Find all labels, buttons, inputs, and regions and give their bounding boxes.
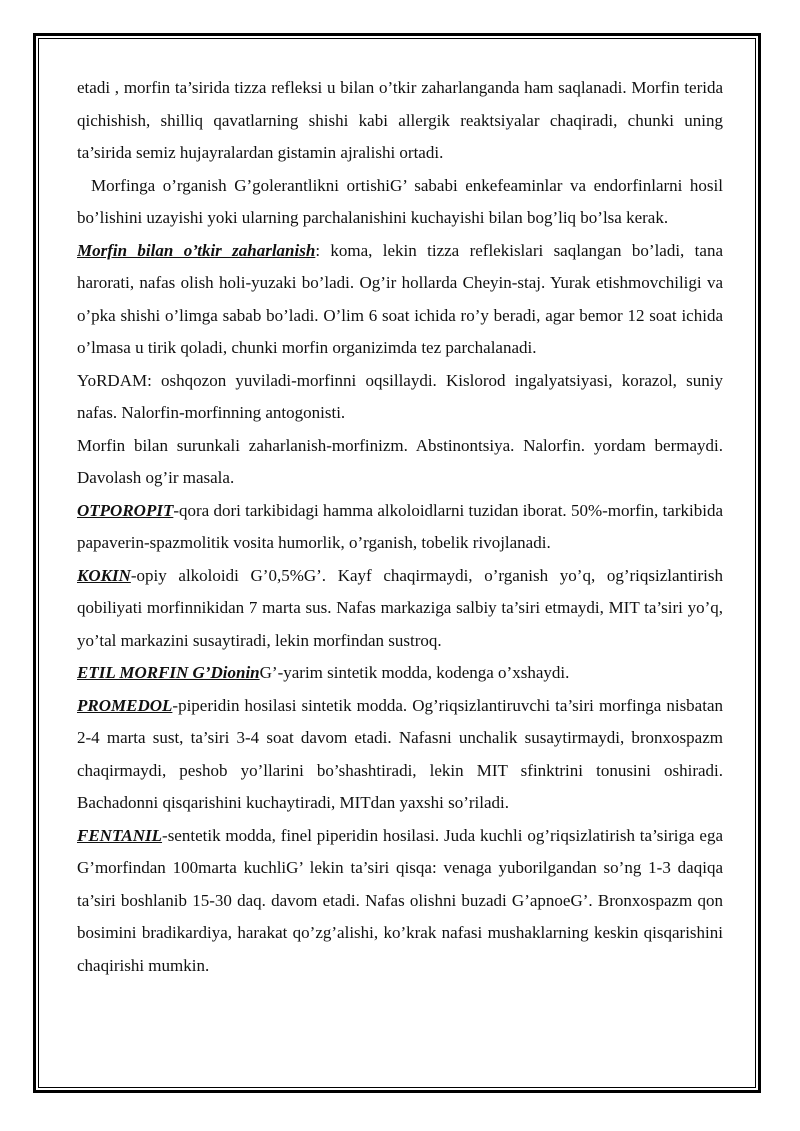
term-heading: FENTANIL [77, 825, 163, 845]
paragraph-first-aid [77, 365, 723, 430]
paragraph-text: G’-yarim sintetik modda, kodenga o’xshaydi. [259, 663, 570, 682]
paragraph-text: -piperidin hosilasi sintetik modda. Og’riqsizlantiruvchi ta’siri morfinga nisbatan 2-4 marta sust, ta’siri 3-4 soat davom etadi. Nafasni unchalik susaytirmaydi, bronxospazm chaqirmaydi, peshob yo’llarini bo’shashtiradi, lekin MIT sfinktrini tonusini oshiradi. Bachadonni qisqarishini kuchaytiradi, MITdan yaxshi so’riladi. [77, 695, 723, 812]
term-heading: Morfin bilan o’tkir zaharlanish [77, 240, 316, 260]
document-body [77, 72, 723, 1092]
term-heading: ETIL MORFIN G’Dionin [77, 663, 260, 682]
paragraph-acute-poisoning [77, 235, 723, 365]
paragraph-etil-morfin [77, 657, 723, 690]
paragraph-text: : koma, lekin tizza reflekislari saqlangan bo’ladi, tana harorati, nafas olish holi-yuzaki bo’ladi. Og’ir hollarda Cheyin-staj. Yurak etishmovchiligi va o’pka shishi o’limga sabab bo’ladi. O’lim 6 soat ichida ro’y beradi, agar bemor 12 soat ichida o’lmasa u tirik qoladi, chunki morfin organizimda tez parchalanadi. [77, 240, 723, 357]
paragraph-kokin [77, 560, 723, 658]
paragraph-promedol [77, 690, 723, 820]
paragraph-text: -qora dori tarkibidagi hamma alkoloidlarni tuzidan iborat. 50%-morfin, tarkibida papaverin-spazmolitik vosita humorlik, o’rganish, tobelik rivojlanadi. [77, 500, 723, 552]
paragraph-text: etadi , morfin ta’sirida tizza refleksi u bilan o’tkir zaharlanganda ham saqlanadi. Morfin terida qichishish, shilliq qavatlarning shishi kabi allergik reaktsiyalar chaqiradi, chunki uning ta’sirida semiz hujayralardan gistamin ajralishi ortadi. [77, 78, 723, 162]
term-heading: PROMEDOL [77, 695, 173, 715]
term-heading: OTPOROPIT [77, 500, 174, 520]
paragraph-otporopit [77, 495, 723, 560]
term-heading: KOKIN [77, 565, 131, 585]
paragraph-text: YoRDAM: oshqozon yuviladi-morfinni oqsillaydi. Kislorod ingalyatsiyasi, korazol, suniy nafas. Nalorfin-morfinning antogonisti. [77, 370, 723, 422]
paragraph-text: Morfinga o’rganish G’golerantlikni ortishiG’ sababi enkefeaminlar va endorfinlarni hosil bo’lishini uzayishi yoki ularning parchalanishini kuchayishi bilan bog’liq bo’lsa kerak. [77, 175, 723, 227]
paragraph-morfin-effects [77, 72, 723, 170]
paragraph-text: Morfin bilan surunkali zaharlanish-morfinizm. Abstinontsiya. Nalorfin. yordam bermaydi. Davolash og’ir masala. [77, 435, 723, 487]
paragraph-chronic-poisoning [77, 430, 723, 495]
paragraph-text: -opiy alkoloidi G’0,5%G’. Kayf chaqirmaydi, o’rganish yo’q, og’riqsizlantirish qobiliyati morfinnikidan 7 marta sus. Nafas markaziga salbiy ta’siri etmaydi, MIT ta’siri yo’q, yo’tal markazini susaytiradi, lekin morfindan sustroq. [77, 565, 723, 650]
paragraph-fentanil [77, 820, 723, 983]
paragraph-text: -sentetik modda, finel piperidin hosilasi. Juda kuchli og’riqsizlatirish ta’siriga ega G’morfindan 100marta kuchliG’ lekin ta’siri qisqa: venaga yuborilgandan so’ng 1-3 daqiqa ta’siri boshlanib 15-30 daq. davom etadi. Nafas olishni buzadi G’apnoeG’. Bronxospazm qon bosimini bradikardiya, harakat qo’zg’alishi, ko’krak nafasi mushaklarning keskin qisqarishini chaqirishi mumkin. [77, 825, 723, 975]
paragraph-morfin-tolerance [77, 170, 723, 235]
